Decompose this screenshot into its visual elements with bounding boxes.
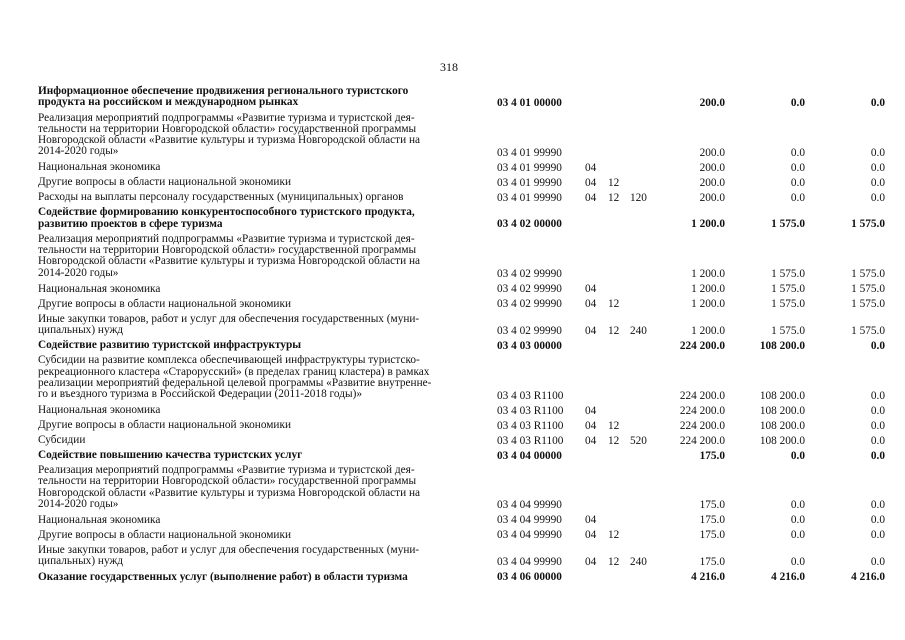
target-article-code: 03 4 04 00000 (497, 449, 562, 462)
table-row (0, 545, 905, 568)
row-name-line: Национальная экономика (38, 404, 161, 417)
section-code: 04 (585, 161, 597, 174)
row-name-line: Содействие повышению качества туристских услуг (38, 449, 303, 462)
target-article-code: 03 4 03 R1100 (497, 404, 564, 417)
target-article-code: 03 4 01 99990 (497, 146, 562, 159)
table-row (0, 405, 905, 417)
amount-year-1: 175.0 (699, 529, 725, 542)
amount-year-1: 200.0 (699, 176, 725, 189)
row-name (38, 86, 488, 108)
row-name-line: ципальных) нужд (38, 324, 124, 336)
row-name-line: Информационное обеспечение продвижения регионального туристского (38, 85, 409, 97)
row-name (38, 405, 488, 416)
amount-year-1: 200.0 (699, 191, 725, 204)
row-name-line: Реализация мероприятий подпрограммы «Развитие туризма и туристской дея- (38, 464, 415, 477)
amount-year-1: 224 200.0 (679, 389, 725, 402)
amount-year-3: 0.0 (870, 529, 885, 542)
target-article-code: 03 4 03 R1100 (497, 434, 564, 447)
expense-type-code: 240 (630, 324, 647, 337)
section-code: 04 (585, 404, 597, 417)
amount-year-3: 1 575.0 (851, 298, 885, 311)
amount-year-1: 175.0 (699, 499, 725, 512)
amount-year-1: 200.0 (699, 96, 725, 109)
row-name (38, 572, 488, 583)
row-name-line: Субсидии на развитие комплекса обеспечивающей инфраструктуры туристско- (38, 354, 420, 367)
target-article-code: 03 4 03 R1100 (497, 389, 564, 402)
amount-year-2: 108 200.0 (759, 339, 805, 352)
row-name (38, 355, 488, 400)
row-name-line: Реализация мероприятий подпрограммы «Развитие туризма и туристской дея- (38, 233, 415, 245)
table-row (0, 355, 905, 401)
target-article-code: 03 4 01 99990 (497, 161, 562, 174)
row-name-line: Национальная экономика (38, 161, 161, 174)
row-name-line: развитию проектов в сфере туризма (38, 217, 223, 230)
section-code: 04 (585, 419, 597, 432)
amount-year-3: 1 575.0 (851, 218, 885, 231)
target-article-code: 03 4 02 99990 (497, 283, 562, 296)
row-name-line: Другие вопросы в области национальной экономики (38, 419, 292, 432)
target-article-code: 03 4 01 99990 (497, 176, 562, 189)
amount-year-3: 0.0 (870, 389, 885, 402)
subsection-code: 12 (608, 529, 620, 542)
amount-year-3: 0.0 (870, 449, 885, 462)
table-row (0, 162, 905, 174)
amount-year-3: 0.0 (870, 514, 885, 527)
target-article-code: 03 4 01 99990 (497, 191, 562, 204)
amount-year-2: 108 200.0 (759, 389, 805, 402)
row-name-line: Расходы на выплаты персоналу государственных (муниципальных) органов (38, 191, 404, 204)
row-name (38, 207, 488, 229)
row-name-line: ципальных) нужд (38, 555, 124, 568)
amount-year-3: 0.0 (870, 96, 885, 109)
amount-year-1: 1 200.0 (691, 298, 725, 311)
row-name (38, 545, 488, 567)
section-code: 04 (585, 176, 597, 189)
amount-year-3: 0.0 (870, 434, 885, 447)
subsection-code: 12 (608, 434, 620, 447)
amount-year-1: 1 200.0 (691, 324, 725, 337)
row-name-line: Содействие развитию туристской инфраструктуры (38, 339, 302, 352)
expense-type-code: 240 (630, 555, 647, 568)
amount-year-3: 0.0 (870, 191, 885, 204)
row-name-line: тельности на территории Новгородской области» государственной программы (38, 475, 417, 488)
amount-year-2: 0.0 (790, 161, 805, 174)
amount-year-3: 1 575.0 (851, 283, 885, 296)
target-article-code: 03 4 02 00000 (497, 218, 562, 231)
amount-year-2: 1 575.0 (771, 218, 805, 231)
row-name (38, 340, 488, 351)
amount-year-3: 0.0 (870, 499, 885, 512)
target-article-code: 03 4 04 99990 (497, 514, 562, 527)
subsection-code: 12 (608, 191, 620, 204)
amount-year-2: 0.0 (790, 514, 805, 527)
table-row (0, 234, 905, 280)
row-name-line: Оказание государственных услуг (выполнение работ) в области туризма (38, 570, 408, 583)
section-row (0, 86, 905, 109)
amount-year-3: 1 575.0 (851, 268, 885, 281)
section-row (0, 207, 905, 230)
section-code: 04 (585, 434, 597, 447)
amount-year-2: 108 200.0 (759, 404, 805, 417)
amount-year-2: 0.0 (790, 96, 805, 109)
row-name (38, 177, 488, 188)
amount-year-1: 224 200.0 (679, 404, 725, 417)
amount-year-3: 0.0 (870, 555, 885, 568)
amount-year-1: 1 200.0 (691, 218, 725, 231)
row-name (38, 465, 488, 510)
amount-year-2: 0.0 (790, 499, 805, 512)
amount-year-1: 4 216.0 (691, 570, 725, 583)
row-name-line: Содействие формированию конкурентоспособного туристского продукта, (38, 206, 415, 219)
row-name-line: Новгородской области «Развитие культуры и туризма Новгородской области на (38, 486, 421, 499)
amount-year-2: 0.0 (790, 449, 805, 462)
amount-year-1: 1 200.0 (691, 268, 725, 281)
row-name (38, 314, 488, 336)
row-name-line: Национальная экономика (38, 282, 161, 295)
section-row (0, 450, 905, 462)
row-name-line: Иные закупки товаров, работ и услуг для обеспечения государственных (муни- (38, 312, 420, 325)
target-article-code: 03 4 01 00000 (497, 96, 562, 109)
row-name-line: 2014-2020 годы» (38, 266, 119, 279)
row-name (38, 420, 488, 431)
amount-year-1: 200.0 (699, 161, 725, 174)
target-article-code: 03 4 02 99990 (497, 298, 562, 311)
row-name-line: продукта на российском и международном рынках (38, 96, 299, 109)
amount-year-2: 1 575.0 (771, 283, 805, 296)
row-name (38, 192, 488, 203)
row-name (38, 299, 488, 310)
amount-year-1: 175.0 (699, 514, 725, 527)
target-article-code: 03 4 06 00000 (497, 570, 562, 583)
amount-year-1: 175.0 (699, 555, 725, 568)
row-name-line: тельности на территории Новгородской области» государственной программы (38, 122, 417, 135)
amount-year-3: 1 575.0 (851, 324, 885, 337)
row-name-line: го и въездного туризма в Российской Федерации (2011-2018 годы)» (38, 388, 362, 400)
amount-year-3: 0.0 (870, 404, 885, 417)
row-name (38, 515, 488, 526)
table-row (0, 435, 905, 447)
row-name-line: тельности на территории Новгородской области» государственной программы (38, 244, 417, 257)
table-row (0, 420, 905, 432)
amount-year-2: 108 200.0 (759, 434, 805, 447)
row-name-line: Национальная экономика (38, 514, 161, 526)
row-name-line: Реализация мероприятий подпрограммы «Развитие туризма и туристской дея- (38, 111, 415, 124)
target-article-code: 03 4 03 00000 (497, 339, 562, 352)
amount-year-2: 0.0 (790, 146, 805, 159)
subsection-code: 12 (608, 298, 620, 311)
amount-year-2: 0.0 (790, 529, 805, 542)
section-code: 04 (585, 555, 597, 568)
subsection-code: 12 (608, 176, 620, 189)
target-article-code: 03 4 03 R1100 (497, 419, 564, 432)
amount-year-3: 0.0 (870, 339, 885, 352)
row-name-line: реализации мероприятий федеральной целевой программы «Развитие внутренне- (38, 376, 432, 389)
row-name-line: 2014-2020 годы» (38, 145, 119, 158)
section-code: 04 (585, 514, 597, 527)
amount-year-1: 1 200.0 (691, 283, 725, 296)
page-number: 318 (440, 60, 458, 74)
row-name-line: Другие вопросы в области национальной экономики (38, 176, 292, 189)
amount-year-2: 1 575.0 (771, 324, 805, 337)
subsection-code: 12 (608, 324, 620, 337)
section-code: 04 (585, 529, 597, 542)
target-article-code: 03 4 04 99990 (497, 529, 562, 542)
amount-year-3: 0.0 (870, 146, 885, 159)
target-article-code: 03 4 02 99990 (497, 324, 562, 337)
table-row (0, 177, 905, 189)
row-name-line: Иные закупки товаров, работ и услуг для обеспечения государственных (муни- (38, 544, 420, 556)
amount-year-3: 0.0 (870, 176, 885, 189)
row-name-line: Другие вопросы в области национальной экономики (38, 529, 292, 541)
subsection-code: 12 (608, 419, 620, 432)
table-row (0, 113, 905, 159)
row-name-line: Другие вопросы в области национальной экономики (38, 297, 292, 310)
amount-year-2: 1 575.0 (771, 268, 805, 281)
amount-year-3: 0.0 (870, 161, 885, 174)
table-row (0, 284, 905, 296)
row-name-line: Новгородской области «Развитие культуры и туризма Новгородской области на (38, 255, 421, 268)
table-row (0, 299, 905, 311)
amount-year-2: 0.0 (790, 176, 805, 189)
amount-year-1: 224 200.0 (679, 339, 725, 352)
row-name-line: Субсидии (38, 434, 86, 447)
target-article-code: 03 4 02 99990 (497, 268, 562, 281)
table-row (0, 515, 905, 527)
amount-year-2: 0.0 (790, 191, 805, 204)
row-name-line: 2014-2020 годы» (38, 497, 119, 510)
row-name-line: рекреационного кластера «Старорусский» (в пределах границ кластера) в рамках (38, 365, 430, 378)
table-row (0, 530, 905, 542)
amount-year-1: 224 200.0 (679, 434, 725, 447)
amount-year-1: 200.0 (699, 146, 725, 159)
row-name (38, 450, 488, 461)
target-article-code: 03 4 04 99990 (497, 499, 562, 512)
target-article-code: 03 4 04 99990 (497, 555, 562, 568)
expense-type-code: 120 (630, 191, 647, 204)
amount-year-3: 0.0 (870, 419, 885, 432)
section-row (0, 572, 905, 584)
row-name (38, 113, 488, 158)
amount-year-2: 1 575.0 (771, 298, 805, 311)
subsection-code: 12 (608, 555, 620, 568)
section-code: 04 (585, 324, 597, 337)
section-code: 04 (585, 283, 597, 296)
row-name-line: Новгородской области «Развитие культуры и туризма Новгородской области на (38, 134, 421, 146)
table-row (0, 314, 905, 337)
amount-year-1: 224 200.0 (679, 419, 725, 432)
table-row (0, 192, 905, 204)
amount-year-2: 0.0 (790, 555, 805, 568)
table-row (0, 465, 905, 511)
amount-year-1: 175.0 (699, 449, 725, 462)
amount-year-2: 4 216.0 (771, 570, 805, 583)
section-code: 04 (585, 298, 597, 311)
row-name (38, 234, 488, 279)
expense-type-code: 520 (630, 434, 647, 447)
row-name (38, 284, 488, 295)
section-row (0, 340, 905, 352)
row-name (38, 162, 488, 173)
row-name (38, 530, 488, 541)
section-code: 04 (585, 191, 597, 204)
amount-year-3: 4 216.0 (851, 570, 885, 583)
amount-year-2: 108 200.0 (759, 419, 805, 432)
row-name (38, 435, 488, 446)
